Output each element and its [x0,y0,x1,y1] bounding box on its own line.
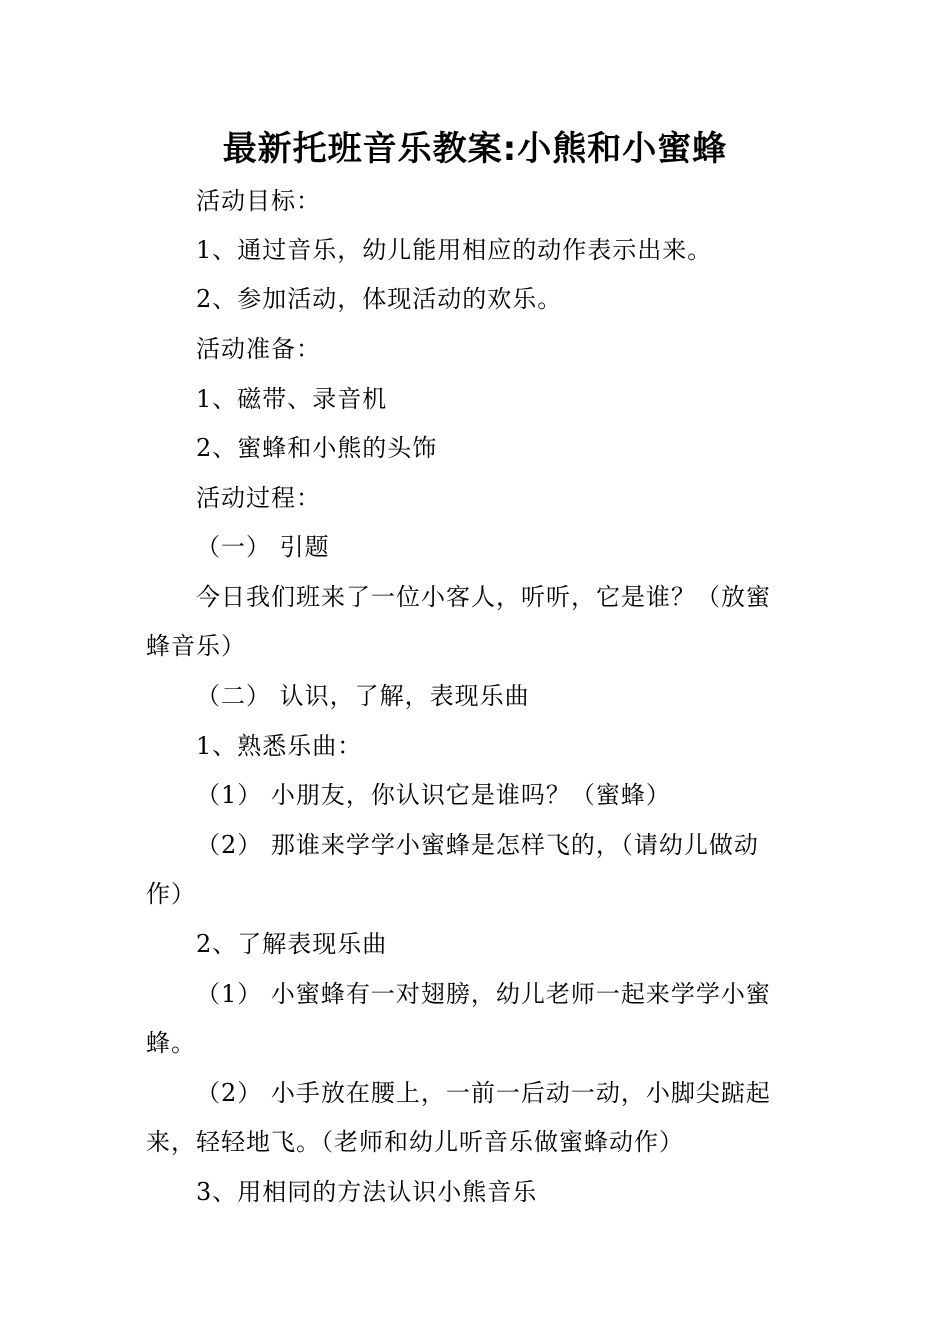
heading-activity-process: 活动过程： [196,484,321,512]
step-1-heading: 1、熟悉乐曲： [196,732,363,760]
step-1-item-1: （1） 小朋友，你认识它是谁吗？（蜜蜂） [196,781,671,809]
heading-activity-goals: 活动目标： [196,187,321,215]
step-2-heading: 2、了解表现乐曲 [196,930,388,958]
goal-item-2: 2、参加活动，体现活动的欢乐。 [196,285,563,313]
step-2-item-1-line-1: （1） 小蜜蜂有一对翅膀，幼儿老师一起来学学小蜜 [196,980,771,1008]
step-2-item-2-line-1: （2） 小手放在腰上，一前一后动一动，小脚尖踮起 [196,1079,771,1107]
section-1-heading: （一） 引题 [196,533,330,561]
heading-activity-preparation: 活动准备： [196,335,321,363]
step-1-item-2-line-2: 作） [146,880,196,908]
step-2-item-1-line-2: 蜂。 [146,1029,196,1057]
step-1-item-2-line-1: （2） 那谁来学学小蜜蜂是怎样飞的，（请幼儿做动 [196,831,759,859]
document-title: 最新托班音乐教案:小熊和小蜜蜂 [222,129,728,169]
preparation-item-2: 2、蜜蜂和小熊的头饰 [196,434,438,462]
paragraph-intro-line-1: 今日我们班来了一位小客人，听听，它是谁？（放蜜 [196,583,771,611]
goal-item-1: 1、通过音乐，幼儿能用相应的动作表示出来。 [196,236,713,264]
step-2-item-2-line-2: 来，轻轻地飞。（老师和幼儿听音乐做蜜蜂动作） [146,1128,684,1156]
preparation-item-1: 1、磁带、录音机 [196,385,388,413]
paragraph-intro-line-2: 蜂音乐） [146,632,246,660]
step-3-heading: 3、用相同的方法认识小熊音乐 [196,1178,538,1206]
section-2-heading: （二） 认识，了解，表现乐曲 [196,682,530,710]
